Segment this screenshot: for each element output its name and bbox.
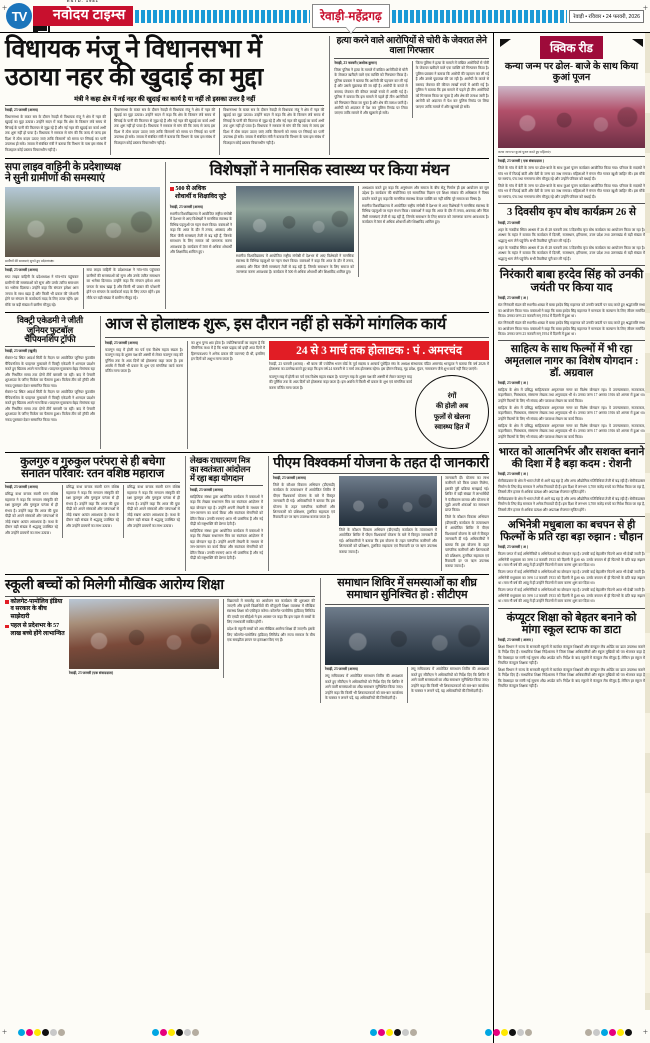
dateline-box: रेवाड़ी • रविवार • 24 फरवरी, 2026 <box>569 10 644 23</box>
ctm-headline-line1: समाधान शिविर में समस्याओं का शीघ्र <box>337 577 477 590</box>
registration-mark-bottom-right: + <box>642 1027 648 1037</box>
holashtak-body-mid: का शुभ पुण्य क्षय होता है। ज्योतिषाचार्यों का कहना है कि पौराणिक कथा में है कि भक्त प्रह्लाद को इन्हीं आठ दिनों में हिरण्यकश्यप ने अनेक प्रकार की यातनाएं दी थीं, इसलिए इन दिनों को अशुभ माना जाता है। <box>191 340 265 362</box>
sidebar-body-3: साहित्य के क्षेत्र में प्रसिद्ध साहित्यकार अमृतलाल नागर का विशेष योगदान रहा। वे उपन्यासकार, नाटककार, कहानीकार, निबंधकार, संस्मरण लेखक तथा अनुवादक भी थे। उनका जन्म 17 अगस्त 1916 को आगरा में हुआ था। उन्होंने फिल्मों के लिए भी संवाद और पटकथा लेखन का कार्य किया। <box>498 388 645 403</box>
village-photo <box>5 187 160 257</box>
sidebar-body-4: सेमीकंडक्टर के क्षेत्र में भारत तेजी से आगे बढ़ रहा है और अन्य औद्योगिक गतिविधियां तेजी से बढ़ रही हैं। सेमीकंडक्टर निर्माण के लिए केंद्र सरकार ने अनेक रियायतें दी हैं। इस दिशा में लगभग 3,700 करोड़ रुपये का निवेश किया जा रहा है, जिससे तीन हजार से अधिक प्रत्यक्ष और अप्रत्यक्ष रोजगार सृजित होंगे। <box>498 479 645 495</box>
ctm-dateline: रेवाड़ी, 23 फरवरी (अजय) <box>325 667 358 672</box>
vishwakarma-body-d: जिले के कौशल विकास अभियान (डीएसडी) कार्यक्रम के तत्वावधान में आयोजित शिविर में पीएम विश्वकर्मा योजना के बारे में विस्तृत जानकारी दी गई। अधिकारियों ने बताया कि इस योजना के तहत पारंपरिक कारीगरों और शिल्पकारों को प्रशिक्षण, टूलकिट सहायता एवं रियायती दर पर ऋण उपलब्ध कराया जाता है। <box>445 515 489 569</box>
vishwakarma-body-b: जिले के कौशल विकास अभियान (डीएसडी) कार्यक्रम के तत्वावधान में आयोजित शिविर में पीएम विश्वकर्मा योजना के बारे में विस्तृत जानकारी दी गई। अधिकारियों ने बताया कि इस योजना के तहत पारंपरिक कारीगरों और शिल्पकारों को प्रशिक्षण, टूलकिट सहायता एवं रियायती दर पर ऋण उपलब्ध कराया जाता है। <box>339 527 437 554</box>
paper-name-text: नवोदय टाइम्स <box>53 8 126 24</box>
sanatan-body-c: प्रसिद्ध कथा वाचक स्वामी रतन वशिष्ठ महाराज ने कहा कि सनातन संस्कृति की रक्षा कुलगुरु और गुरुकुल परंपरा से ही संभव है। उन्होंने कहा कि आज की युवा पीढ़ी को अपने संस्कारों और परंपराओं से जोड़े रखना अत्यंत आवश्यक है। कथा के दौरान बड़ी संख्या में श्रद्धालु उपस्थित रहे और उन्होंने प्रवचनों का लाभ उठाया। <box>127 485 180 528</box>
writer-body: साहित्यिक संस्था द्वारा आयोजित कार्यक्रम में वक्ताओं ने कहा कि लेखक राधारमण मित्र का स्वतंत्रता आंदोलन में बड़ा योगदान रहा है। उन्होंने अपनी लेखनी के माध्यम से जन-जागरण का कार्य किया और स्वतंत्रता सेनानियों को प्रेरित किया। उनकी रचनाएं आज भी प्रासंगिक हैं और नई पीढ़ी को राष्ट्रभक्ति की प्रेरणा देती हैं। <box>190 494 263 527</box>
mental-health-story <box>165 162 489 310</box>
vishwakarma-dateline: रेवाड़ी, 23 फरवरी (अजय) <box>273 475 306 480</box>
cmyk-registration-bar <box>0 1029 650 1039</box>
sidebar-headline-0: कन्या जन्म पर ढोल- बाजे के साथ किया कुआं पूजन <box>504 61 639 83</box>
lead-headline-line1: विधायक मंजू ने विधानसभा में <box>5 36 262 63</box>
holashtak-col2 <box>187 341 265 449</box>
mh-body-d: स्थानीय विश्वविद्यालय में आयोजित राष्ट्रीय संगोष्ठी में देशभर से आए विशेषज्ञों ने मानसिक स्वास्थ्य के विभिन्न पहलुओं पर गहन मंथन किया। वक्ताओं ने कहा कि आज के दौर में तनाव, अवसाद और चिंता जैसी समस्याएं तेजी से बढ़ रही हैं, जिनके समाधान के लिए समाज को जागरूक करना आवश्यक है। कार्यक्रम में 500 से अधिक शोधार्थी और शिक्षाविद शामिल हुए। <box>362 203 489 225</box>
vishwakarma-col1 <box>273 476 335 572</box>
lead-body-b: विधानसभा के बजट सत्र के दौरान रेवाड़ी से विधायक मंजू ने क्षेत्र में नहर की खुदाई का मुद्दा उठाया। उन्होंने सदन में कहा कि क्षेत्र के किसान लंबे समय से सिंचाई के पानी की किल्लत से जूझ रहे हैं और नई नहर की खुदाई का कार्य अभी तक शुरू नहीं हो पाया है। विधायक ने सरकार से मांग की कि जल्द से जल्द इस दिशा में ठोस कदम उठाए जाएं ताकि किसानों को समय पर सिंचाई का पानी उपलब्ध हो सके। जवाब में संबंधित मंत्री ने बताया कि विभाग के पास इस संबंध में फिलहाल कोई प्रस्ताव विचाराधीन नहीं है। <box>114 108 216 145</box>
sanatan-body-a: प्रसिद्ध कथा वाचक स्वामी रतन वशिष्ठ महाराज ने कहा कि सनातन संस्कृति की रक्षा कुलगुरु और गुरुकुल परंपरा से ही संभव है। उन्होंने कहा कि आज की युवा पीढ़ी को अपने संस्कारों और परंपराओं से जोड़े रखना अत्यंत आवश्यक है। कथा के दौरान बड़ी संख्या में श्रद्धालु उपस्थित रहे और उन्होंने प्रवचनों का लाभ उठाया। <box>5 492 58 535</box>
ctm-photo <box>325 607 489 665</box>
cmyk-dots-3 <box>370 1029 417 1036</box>
village-headline-line1: सपा लाइव वाहिनी के प्रदेशाध्यक्ष <box>5 161 121 173</box>
lead-body-a: विधानसभा के बजट सत्र के दौरान रेवाड़ी से विधायक मंजू ने क्षेत्र में नहर की खुदाई का मुद्दा उठाया। उन्होंने सदन में कहा कि क्षेत्र के किसान लंबे समय से सिंचाई के पानी की किल्लत से जूझ रहे हैं और नई नहर की खुदाई का कार्य अभी तक शुरू नहीं हो पाया है। विधायक ने सरकार से मांग की कि जल्द से जल्द इस दिशा में ठोस कदम उठाए जाएं ताकि किसानों को समय पर सिंचाई का पानी उपलब्ध हो सके। जवाब में संबंधित मंत्री ने बताया कि विभाग के पास इस संबंध में फिलहाल कोई प्रस्ताव विचाराधीन नहीं है। <box>5 114 107 152</box>
sidebar-item-4[interactable] <box>498 447 645 513</box>
sidebar-headline-1: 3 दिवसीय कृप बोध कार्यक्रम 26 से <box>506 207 637 219</box>
holashtak-col1 <box>105 341 183 449</box>
sidebar-dateline-6: रेवाड़ी, 23 फरवरी ( अजय ) <box>498 637 533 642</box>
sidebar-dateline-3: रेवाड़ी, 23 फरवरी ( अ ) <box>498 381 529 386</box>
callout-line4: स्वास्थ्य हित में <box>434 422 470 431</box>
vishwakarma-body-a: जिले के कौशल विकास अभियान (डीएसडी) कार्यक्रम के तत्वावधान में आयोजित शिविर में पीएम विश्वकर्मा योजना के बारे में विस्तृत जानकारी दी गई। अधिकारियों ने बताया कि इस योजना के तहत पारंपरिक कारीगरों और शिल्पकारों को प्रशिक्षण, टूलकिट सहायता एवं रियायती दर पर ऋण उपलब्ध कराया जाता है। <box>273 482 335 520</box>
village-body-b: सपा लाइव वाहिनी के प्रदेशाध्यक्ष ने गांव-गांव पहुंचकर ग्रामीणों की समस्याओं को सुना और उनके त्वरित समाधान का भरोसा दिलाया। उन्होंने कहा कि संगठन हमेशा आम जनता के साथ खड़ा है और किसी भी प्रकार की परेशानी होने पर संगठन के कार्यकर्ता मदद के लिए तत्पर रहेंगे। इस मौके पर बड़ी संख्या में ग्रामीण मौजूद रहे। <box>86 268 160 300</box>
registration-mark-top-left: + <box>2 3 8 13</box>
writer-headline-line2: का स्वतंत्रता आंदोलन <box>190 464 251 474</box>
sidebar-headline-6: कंप्यूटर शिक्षा को बेहतर बनाने को मांगा स्कूल स्टाफ का डाटा <box>506 611 637 636</box>
football-body: सेक्टर-52 स्थित आदर्श सिटी के मैदान पर आयोजित जूनियर फुटबॉल चैंपियनशिप के फाइनल मुकाबले में विक्ट्री एकेडमी ने शानदार प्रदर्शन करते हुए खिताब अपने नाम किया। फाइनल मुकाबला बेहद रोमांचक रहा और निर्धारित समय तक दोनों टीमें बराबरी पर रहीं। बाद में पेनल्टी शूटआउट के जरिए विजेता का फैसला हुआ। विजेता टीम को ट्रॉफी और नकद पुरस्कार देकर सम्मानित किया गया। <box>5 356 95 388</box>
oral-body-a: विद्यालयों में समारोह का आयोजन कर कार्यक्रम की शुरुआत की जाएगी और इसमें विद्यार्थियों की मौजूदगी शिक्षा व्यवस्था में मौखिक स्वास्थ्य शिक्षा को एकीकृत करेगा। कोलगेट-पामोलिव (इंडिया) लिमिटेड की एमडी एवं सीईओ ने इस अवसर पर कहा कि इस पहल से बच्चों के लिए लाभकारी साबित होगी। <box>227 598 315 625</box>
cmyk-dots-2 <box>152 1029 199 1036</box>
football-headline-line2: जूनियर फुटबॉल <box>26 324 74 335</box>
sidebar-body-4b: सेमीकंडक्टर के क्षेत्र में भारत तेजी से आगे बढ़ रहा है और अन्य औद्योगिक गतिविधियां तेजी से बढ़ रही हैं। सेमीकंडक्टर निर्माण के लिए केंद्र सरकार ने अनेक रियायतें दी हैं। इस दिशा में लगभग 3,700 करोड़ रुपये का निवेश किया जा रहा है, जिससे तीन हजार से अधिक प्रत्यक्ष और अप्रत्यक्ष रोजगार सृजित होंगे। <box>498 497 645 512</box>
masthead <box>0 0 650 33</box>
holashtak-red-banner: 24 से 3 मार्च तक होलाष्टक : पं . अमरचंद <box>269 341 489 360</box>
bullet-square-icon <box>5 600 9 604</box>
sidebar-item-0[interactable] <box>498 62 645 200</box>
vishwakarma-col3 <box>441 476 489 572</box>
oral-dateline: रेवाड़ी, 23 फरवरी (एक संवाददाता) <box>69 670 114 675</box>
mental-health-bullets <box>170 186 232 277</box>
sidebar-body-3b: साहित्य के क्षेत्र में प्रसिद्ध साहित्यकार अमृतलाल नागर का विशेष योगदान रहा। वे उपन्यासकार, नाटककार, कहानीकार, निबंधकार, संस्मरण लेखक तथा अनुवादक भी थे। उनका जन्म 17 अगस्त 1916 को आगरा में हुआ था। उन्होंने फिल्मों के लिए भी संवाद और पटकथा लेखन का कार्य किया। <box>498 405 645 421</box>
football-headline-line1: विक्ट्री एकेडमी ने जीती <box>17 315 83 326</box>
sidebar-headline-2: निरंकारी बाबा हरदेव सिंह को उनकी जयंती पर किया याद <box>499 268 644 294</box>
writer-headline-line1: लेखक राधारमण मित्र <box>190 455 250 465</box>
quick-read-sidebar <box>493 33 650 1043</box>
mh-body-col <box>358 186 489 277</box>
bullet-square-icon <box>170 187 174 191</box>
sidebar-headline-5: अभिनेत्री मधुबाला का बचपन से ही फिल्मों के प्रति रहा बड़ा रुझान : चौहान <box>500 520 643 543</box>
mental-health-photo-col <box>236 186 354 277</box>
oral-health-photo <box>69 599 219 669</box>
quick-read-header <box>498 36 645 59</box>
sidebar-dateline-5: रेवाड़ी, 23 फरवरी ( अ ) <box>498 545 529 550</box>
callout-line1: रंगों <box>447 392 457 401</box>
cmyk-dots-1 <box>18 1029 65 1036</box>
oral-health-headline: स्कूली बच्चों को मिलेगी मौखिक आरोग्य शिक्षा <box>5 578 224 594</box>
holashtak-dateline: रेवाड़ी, 23 फरवरी (अजय) <box>105 340 138 345</box>
estd-label: ESTD. 1981 <box>67 0 99 4</box>
sidebar-body-0b: जिले के गांव में बेटी के जन्म पर ढोल-बाजे के साथ कुआं पूजन कार्यक्रम आयोजित किया गया। परिवार के सदस्यों ने गांव भर में मिठाई बांटी और बेटी के जन्म का जश्न मनाया। महिलाओं ने मंगल गीत गाकर खुशी जाहिर की। इस मौके पर सरपंच, पंच तथा गणमान्य लोग मौजूद रहे और उन्होंने परिवार को बधाई दी। <box>498 183 645 199</box>
lead-subhead: मंत्री ने कहा क्षेत्र में नई नहर की खुदाई का कार्य है या नहीं तो इसका उत्तर है नहीं <box>74 96 256 103</box>
village-caption: ग्रामीणों की समस्याएं सुनते हुए प्रदेशाध्यक्ष। <box>5 259 55 264</box>
mh-body-a: स्थानीय विश्वविद्यालय में आयोजित राष्ट्रीय संगोष्ठी में देशभर से आए विशेषज्ञों ने मानसिक स्वास्थ्य के विभिन्न पहलुओं पर गहन मंथन किया। वक्ताओं ने कहा कि आज के दौर में तनाव, अवसाद और चिंता जैसी समस्याएं तेजी से बढ़ रही हैं, जिनके समाधान के लिए समाज को जागरूक करना आवश्यक है। कार्यक्रम में 500 से अधिक शोधार्थी और शिक्षाविद शामिल हुए। <box>170 211 232 255</box>
sidebar-dateline-4: रेवाड़ी, 23 फरवरी ( अ ) <box>498 472 529 477</box>
paper-nameplate[interactable] <box>33 0 133 25</box>
bullet-square-icon <box>5 625 9 629</box>
sanatan-headline-line1: कुलगुरु व गुरुकुल परंपरा से ही बचेगा <box>20 455 165 468</box>
holashtak-headline: आज से होलाष्टक शुरू, इस दौरान नहीं हो सकेंगे मांगलिक कार्य <box>105 316 447 334</box>
callout-line3: फूलों से खेलना <box>433 412 471 421</box>
sidebar-item-5[interactable] <box>498 520 645 604</box>
lead-body-c: विधानसभा के बजट सत्र के दौरान रेवाड़ी से विधायक मंजू ने क्षेत्र में नहर की खुदाई का मुद्दा उठाया। उन्होंने सदन में कहा कि क्षेत्र के किसान लंबे समय से सिंचाई के पानी की किल्लत से जूझ रहे हैं और नई नहर की खुदाई का कार्य अभी तक शुरू नहीं हो पाया है। विधायक ने सरकार से मांग की कि जल्द से जल्द इस दिशा में ठोस कदम उठाए जाएं ताकि किसानों को समय पर सिंचाई का पानी उपलब्ध हो सके। जवाब में संबंधित मंत्री ने बताया कि विभाग के पास इस संबंध में फिलहाल कोई प्रस्ताव विचाराधीन नहीं है। <box>223 108 325 145</box>
mh-body-b: स्थानीय विश्वविद्यालय में आयोजित राष्ट्रीय संगोष्ठी में देशभर से आए विशेषज्ञों ने मानसिक स्वास्थ्य के विभिन्न पहलुओं पर गहन मंथन किया। वक्ताओं ने कहा कि आज के दौर में तनाव, अवसाद और चिंता जैसी समस्याएं तेजी से बढ़ रही हैं, जिनके समाधान के लिए समाज को जागरूक करना आवश्यक है। कार्यक्रम में 500 से अधिक शोधार्थी और शिक्षाविद शामिल हुए। <box>236 253 354 275</box>
oral-health-body-col <box>223 599 315 678</box>
lead-headline-line2: उठाया नहर की खुदाई का मुद्दा <box>5 64 264 91</box>
mental-health-photo <box>236 186 354 252</box>
vishwakarma-photo <box>339 476 437 526</box>
cmyk-dots-5 <box>585 1029 632 1036</box>
vishwakarma-photo-col <box>339 476 437 572</box>
mh-bullet-2: शोधार्थी व शिक्षाविद जुटे <box>175 194 227 201</box>
sanatan-body-b: प्रसिद्ध कथा वाचक स्वामी रतन वशिष्ठ महाराज ने कहा कि सनातन संस्कृति की रक्षा कुलगुरु और गुरुकुल परंपरा से ही संभव है। उन्होंने कहा कि आज की युवा पीढ़ी को अपने संस्कारों और परंपराओं से जोड़े रखना अत्यंत आवश्यक है। कथा के दौरान बड़ी संख्या में श्रद्धालु उपस्थित रहे और उन्होंने प्रवचनों का लाभ उठाया। <box>66 485 119 528</box>
football-body-2: सेक्टर-52 स्थित आदर्श सिटी के मैदान पर आयोजित जूनियर फुटबॉल चैंपियनशिप के फाइनल मुकाबले में विक्ट्री एकेडमी ने शानदार प्रदर्शन करते हुए खिताब अपने नाम किया। फाइनल मुकाबला बेहद रोमांचक रहा और निर्धारित समय तक दोनों टीमें बराबरी पर रहीं। बाद में पेनल्टी शूटआउट के जरिए विजेता का फैसला हुआ। विजेता टीम को ट्रॉफी और नकद पुरस्कार देकर सम्मानित किया गया। <box>5 390 95 422</box>
mh-dateline: रेवाड़ी, 23 फरवरी (अजय) <box>170 204 203 209</box>
crime-dateline: रेवाड़ी, 23 फरवरी (अशोक कुमार) <box>334 60 377 65</box>
sidebar-photo-0 <box>498 86 645 148</box>
crime-body-a: जिला पुलिस ने हत्या के मामले में वांछित आरोपियों से चोरी के जेवरात खरीदने वाले एक व्यक्ति को गिरफ्तार किया है। पुलिस प्रवक्ता ने बताया कि आरोपी की पहचान कर ली गई है और उससे पूछताछ की जा रही है। आरोपी के कब्जे से बरामद जेवरात की कीमत लाखों रुपये में आंकी गई है। पुलिस ने बताया कि इस मामले में पहले ही तीन आरोपियों को गिरफ्तार किया जा चुका है और शेष की तलाश जारी है। आरोपी को अदालत में पेश कर पुलिस रिमांड पर लिया जाएगा ताकि मामले में और खुलासे हो सकें। <box>334 67 408 116</box>
sidebar-body-2b: संत निरंकारी मंडल की स्थानीय शाखा में बाबा हरदेव सिंह महाराज को उनकी जयंती पर याद करते हुए श्रद्धांजलि सभा का आयोजन किया गया। वक्ताओं ने कहा कि बाबा हरदेव सिंह महाराज ने मानवता के कल्याण के लिए जीवन समर्पित किया। उनका जन्म 23 फरवरी सन् 1954 में दिल्ली में हुआ था। <box>498 321 645 336</box>
football-dateline: रेवाड़ी, 23 फरवरी (खुशी) <box>5 349 37 354</box>
oral-health-photo-col <box>69 599 219 678</box>
sidebar-body-5: फिल्म जगत में कई अभिनेत्रियों व अभिनेताओं का योगदान रहा है। उनकी कई बेहतरीन फिल्में आज भी देखी जाती हैं। अभिनेत्री मधुबाला का जन्म 14 फरवरी 1933 को दिल्ली में हुआ था। उनके बचपन से ही फिल्मों के प्रति बड़ा रुझान था। मात्र नौ वर्ष की आयु में ही उन्होंने फिल्मों में काम करना शुरू कर दिया था। <box>498 552 645 568</box>
lead-dateline: रेवाड़ी, 23 फरवरी (अजय) <box>5 108 38 112</box>
mental-health-headline: विशेषज्ञों ने मानसिक स्वास्थ्य पर किया मंथन <box>209 161 450 179</box>
ctm-story <box>320 578 489 702</box>
callout-line2: की होली अब <box>435 402 469 411</box>
oral-health-story <box>5 578 315 702</box>
sidebar-body-5c: फिल्म जगत में कई अभिनेत्रियों व अभिनेताओं का योगदान रहा है। उनकी कई बेहतरीन फिल्में आज भी देखी जाती हैं। अभिनेत्री मधुबाला का जन्म 14 फरवरी 1933 को दिल्ली में हुआ था। उनके बचपन से ही फिल्मों के प्रति बड़ा रुझान था। मात्र नौ वर्ष की आयु में ही उन्होंने फिल्मों में काम करना शुरू कर दिया था। <box>498 588 645 604</box>
quick-read-label: क्विक रीड <box>540 36 603 59</box>
sidebar-caption-0: कन्या जन्म पर कुआं पूजन करते हुए महिलाएं। <box>498 150 551 155</box>
sidebar-body-6: शिक्षा विभाग ने राज्य के सरकारी स्कूलों में कार्यरत कंप्यूटर शिक्षकों और कंप्यूटर लैब अटेंडेंट का डाटा उपलब्ध कराने के निर्देश दिए हैं। माध्यमिक शिक्षा निदेशालय ने जिला शिक्षा अधिकारियों और स्कूल मुखियों को पत्र भेजकर कहा है कि वेबसाइट पर मांगी गई सूचना शीघ्र अपडेट करें। निर्देश के बाद स्कूलों में कंप्यूटर लैब मौजूद हैं, लेकिन हर स्कूल में नियमित कंप्यूटर शिक्षक नहीं हैं। <box>498 644 645 665</box>
writer-story <box>185 456 263 572</box>
oral-bullet-1: कोलगेट-पामोलिव इंडिया व सरकार के बीच साझेदारी <box>10 598 63 620</box>
football-story <box>5 316 95 448</box>
crime-headline: हत्या करने वाले आरोपियों से चोरी के जेवरात लेने वाला गिरफ्तार <box>336 35 487 55</box>
village-headline-line2: ने सुनी ग्रामीणों की समस्याएं <box>5 172 105 184</box>
sidebar-body-5b: फिल्म जगत में कई अभिनेत्रियों व अभिनेताओं का योगदान रहा है। उनकी कई बेहतरीन फिल्में आज भी देखी जाती हैं। अभिनेत्री मधुबाला का जन्म 14 फरवरी 1933 को दिल्ली में हुआ था। उनके बचपन से ही फिल्मों के प्रति बड़ा रुझान था। मात्र नौ वर्ष की आयु में ही उन्होंने फिल्मों में काम करना शुरू कर दिया था। <box>498 570 645 586</box>
sidebar-item-1[interactable] <box>498 207 645 262</box>
cmyk-dots-4 <box>485 1029 532 1036</box>
ctm-headline-line2: समाधान सुनिश्चित हो : सीटीएम <box>346 589 468 602</box>
edition-label: रेवाड़ी-महेंद्रगढ़ <box>320 9 382 23</box>
page-spine-edge <box>645 33 650 1010</box>
crime-body-b: जिला पुलिस ने हत्या के मामले में वांछित आरोपियों से चोरी के जेवरात खरीदने वाले एक व्यक्ति को गिरफ्तार किया है। पुलिस प्रवक्ता ने बताया कि आरोपी की पहचान कर ली गई है और उससे पूछताछ की जा रही है। आरोपी के कब्जे से बरामद जेवरात की कीमत लाखों रुपये में आंकी गई है। पुलिस ने बताया कि इस मामले में पहले ही तीन आरोपियों को गिरफ्तार किया जा चुका है और शेष की तलाश जारी है। आरोपी को अदालत में पेश कर पुलिस रिमांड पर लिया जाएगा ताकि मामले में और खुलासे हो सकें। <box>415 60 490 109</box>
sidebar-body-1b: शहर के नजदीक स्थित आश्रम में 26 से 28 फरवरी तक 3 दिवसीय कृप बोध कार्यक्रम का आयोजन किया जा रहा है। आश्रम के महंत ने बताया कि कार्यक्रम में दिल्ली, राजस्थान, हरियाणा, उत्तर प्रदेश तथा उत्तराखंड से बड़ी संख्या में श्रद्धालु भाग लेने पहुंचेंगे। सभी तैयारियां पूरी कर ली गई हैं। <box>498 245 645 261</box>
registration-mark-top-right: + <box>642 3 648 13</box>
sidebar-dateline-0: रेवाड़ी, 23 फरवरी ( एक संवाददाता ) <box>498 159 544 164</box>
writer-body-2: साहित्यिक संस्था द्वारा आयोजित कार्यक्रम में वक्ताओं ने कहा कि लेखक राधारमण मित्र का स्वतंत्रता आंदोलन में बड़ा योगदान रहा है। उन्होंने अपनी लेखनी के माध्यम से जन-जागरण का कार्य किया और स्वतंत्रता सेनानियों को प्रेरित किया। उनकी रचनाएं आज भी प्रासंगिक हैं और नई पीढ़ी को राष्ट्रभक्ति की प्रेरणा देती हैं। <box>190 529 263 561</box>
holashtak-red-body: रेवाड़ी, 23 फरवरी (अजय) : श्री बाला जी ज्योतिष भवन बोर्ड के पूर्व सदस्य व आचार्य पुरोहित संघ के अध्यक्ष संस्थापक पंडित अमरचंद भारद्वाज ने बताया कि वर्ष 2026 में होलाष्टक का उल्लेख करते हुए कहा कि इस वर्ष 24 फरवरी से 3 मार्च तक होलाष्टक रहेगा। इस दौरान विवाह, गृह प्रवेश, मुंडन, नामकरण जैसे शुभ कार्य नहीं किए जाएंगे। <box>269 361 489 372</box>
sidebar-item-3[interactable] <box>498 344 645 440</box>
sanatan-story <box>5 456 180 572</box>
oral-bullet-2: पहल से प्रदेशभर के 57 लाख बच्चे होंगे लाभान्वित <box>10 623 65 637</box>
sanatan-dateline: रेवाड़ी, 23 फरवरी (अजय) <box>5 485 38 490</box>
holashtak-body-extra: फाल्गुन माह में होली का पर्व एक विशेष महत्व रखता है। फाल्गुन माह के शुक्ल पक्ष की अष्टमी से लेकर फाल्गुन माह की पूर्णिमा तक के आठ दिनों को होलाष्टक कहा जाता है। इस अवधि में किसी भी प्रकार के शुभ एवं मांगलिक कार्य करना वर्जित माना जाता है। <box>269 374 413 390</box>
holashtak-story <box>100 316 489 448</box>
oral-health-bullets <box>5 599 65 678</box>
mh-body-c: अध्यक्षता करते हुए कहा कि अनुसंधान और समाज के बीच सेतु निर्माण ही इस आयोजन का मूल उद्देश्य है। कार्यक्रम की संयोजिका एवं सामाजिक विज्ञान एवं शिक्षा संकाय की अधिष्ठाता ने विषय प्रवर्तन करते हुए कहा कि मानसिक स्वास्थ्य केवल व्यक्ति का नहीं बल्कि पूरे समाज का विषय है। <box>362 185 489 201</box>
sidebar-item-2[interactable] <box>498 269 645 337</box>
sidebar-headline-4: भारत को आत्मनिर्भर और सशक्त बनाने की दिशा में है बड़ा कदम : रोशनी <box>498 447 645 470</box>
village-body-a: सपा लाइव वाहिनी के प्रदेशाध्यक्ष ने गांव-गांव पहुंचकर ग्रामीणों की समस्याओं को सुना और उनके त्वरित समाधान का भरोसा दिलाया। उन्होंने कहा कि संगठन हमेशा आम जनता के साथ खड़ा है और किसी भी प्रकार की परेशानी होने पर संगठन के कार्यकर्ता मदद के लिए तत्पर रहेंगे। इस मौके पर बड़ी संख्या में ग्रामीण मौजूद रहे। <box>5 275 79 307</box>
masthead-rule-right <box>392 10 568 23</box>
lead-story <box>5 36 324 155</box>
masthead-rule-left <box>135 10 311 23</box>
sanatan-headline-line2: सनातन परिवार: रतन वशिष्ठ महाराज <box>21 468 164 481</box>
sidebar-dateline-2: रेवाड़ी, 23 फरवरी ( अ ) <box>498 296 529 301</box>
sidebar-body-6b: शिक्षा विभाग ने राज्य के सरकारी स्कूलों में कार्यरत कंप्यूटर शिक्षकों और कंप्यूटर लैब अटेंडेंट का डाटा उपलब्ध कराने के निर्देश दिए हैं। माध्यमिक शिक्षा निदेशालय ने जिला शिक्षा अधिकारियों और स्कूल मुखियों को पत्र भेजकर कहा है कि वेबसाइट पर मांगी गई सूचना शीघ्र अपडेट करें। निर्देश के बाद स्कूलों में कंप्यूटर लैब मौजूद हैं, लेकिन हर स्कूल में नियमित कंप्यूटर शिक्षक नहीं हैं। <box>498 667 645 689</box>
sidebar-dateline-1: रेवाड़ी, 23 फरवरी <box>498 220 521 225</box>
ctm-body-b: लघु सचिवालय में आयोजित समाधान शिविर की अध्यक्षता करते हुए सीटीएम ने अधिकारियों को निर्देश दिए कि शिविर में आने वाली समस्याओं का शीघ्र समाधान सुनिश्चित किया जाए। उन्होंने कहा कि किसी भी शिकायतकर्ता को बार-बार कार्यालय के चक्कर न लगाने पड़ें, यह अधिकारियों की जिम्मेदारी है। <box>411 667 489 693</box>
sidebar-body-1: शहर के नजदीक स्थित आश्रम में 26 से 28 फरवरी तक 3 दिवसीय कृप बोध कार्यक्रम का आयोजन किया जा रहा है। आश्रम के महंत ने बताया कि कार्यक्रम में दिल्ली, राजस्थान, हरियाणा, उत्तर प्रदेश तथा उत्तराखंड से बड़ी संख्या में श्रद्धालु भाग लेने पहुंचेंगे। सभी तैयारियां पूरी कर ली गई हैं। <box>498 227 645 243</box>
ctm-body-a: लघु सचिवालय में आयोजित समाधान शिविर की अध्यक्षता करते हुए सीटीएम ने अधिकारियों को निर्देश दिए कि शिविर में आने वाली समस्याओं का शीघ्र समाधान सुनिश्चित किया जाए। उन्होंने कहा कि किसी भी शिकायतकर्ता को बार-बार कार्यालय के चक्कर न लगाने पड़ें, यह अधिकारियों की जिम्मेदारी है। <box>325 674 403 700</box>
crime-story <box>329 36 489 155</box>
ntv-logo-icon[interactable]: TV <box>6 3 32 29</box>
sidebar-headline-3: साहित्य के साथ फिल्मों में भी रहा अमृतलाल नागर का विशेष योगदान : डॉ. अग्रवाल <box>504 344 639 379</box>
vishwakarma-story <box>268 456 489 572</box>
holashtak-body-left: फाल्गुन माह में होली का पर्व एक विशेष महत्व रखता है। फाल्गुन माह के शुक्ल पक्ष की अष्टमी से लेकर फाल्गुन माह की पूर्णिमा तक के आठ दिनों को होलाष्टक कहा जाता है। इस अवधि में किसी भी प्रकार के शुभ एवं मांगलिक कार्य करना वर्जित माना जाता है। <box>105 347 183 374</box>
sidebar-body-3c: साहित्य के क्षेत्र में प्रसिद्ध साहित्यकार अमृतलाल नागर का विशेष योगदान रहा। वे उपन्यासकार, नाटककार, कहानीकार, निबंधकार, संस्मरण लेखक तथा अनुवादक भी थे। उनका जन्म 17 अगस्त 1916 को आगरा में हुआ था। उन्होंने फिल्मों के लिए भी संवाद और पटकथा लेखन का कार्य किया। <box>498 423 645 439</box>
sidebar-item-6[interactable] <box>498 612 645 690</box>
football-headline-line3: चैंपियनशिप ट्रॉफी <box>24 334 76 345</box>
village-story <box>5 162 160 310</box>
main-content-zone <box>0 33 493 1043</box>
holi-flowers-callout <box>415 375 489 449</box>
village-dateline: रेवाड़ी, 23 फरवरी (अजय) <box>5 268 38 273</box>
mh-bullet-1: 500 से अधिक <box>175 185 206 192</box>
holashtak-highlight <box>269 341 489 449</box>
vishwakarma-headline: पीएम विश्वकर्मा योजना के तहत दी जानकारी <box>273 455 489 471</box>
vishwakarma-body-c: जानकारी दी। योजना का लाभ कारीगरों को किस प्रकार मिलेगा, इसकी पूरी प्रक्रिया समझाई गई। शिविर में बड़ी संख्या में लाभार्थियों ने पंजीकरण कराया और योजना से जुड़ी अपनी शंकाओं का समाधान प्राप्त किया। <box>445 475 489 513</box>
oral-body-b: प्रदेश के स्कूली बच्चों को अब मौखिक आरोग्य शिक्षा दी जाएगी। इसके लिए कोलगेट-पामोलिव (इंडिया) लिमिटेड और राज्य सरकार के बीच एक समझौता ज्ञापन पर हस्ताक्षर किए गए हैं। <box>227 627 315 643</box>
sidebar-body-0: जिले के गांव में बेटी के जन्म पर ढोल-बाजे के साथ कुआं पूजन कार्यक्रम आयोजित किया गया। परिवार के सदस्यों ने गांव भर में मिठाई बांटी और बेटी के जन्म का जश्न मनाया। महिलाओं ने मंगल गीत गाकर खुशी जाहिर की। इस मौके पर सरपंच, पंच तथा गणमान्य लोग मौजूद रहे और उन्होंने परिवार को बधाई दी। <box>498 166 645 181</box>
registration-mark-bottom-left: + <box>2 1027 8 1037</box>
writer-headline-line3: में रहा बड़ा योगदान <box>190 473 244 483</box>
edition-tag[interactable] <box>312 4 390 28</box>
sidebar-body-2: संत निरंकारी मंडल की स्थानीय शाखा में बाबा हरदेव सिंह महाराज को उनकी जयंती पर याद करते हुए श्रद्धांजलि सभा का आयोजन किया गया। वक्ताओं ने कहा कि बाबा हरदेव सिंह महाराज ने मानवता के कल्याण के लिए जीवन समर्पित किया। उनका जन्म 23 फरवरी सन् 1954 में दिल्ली में हुआ था। <box>498 303 645 319</box>
writer-dateline: रेवाड़ी, 23 फरवरी (अजय) <box>190 487 223 492</box>
